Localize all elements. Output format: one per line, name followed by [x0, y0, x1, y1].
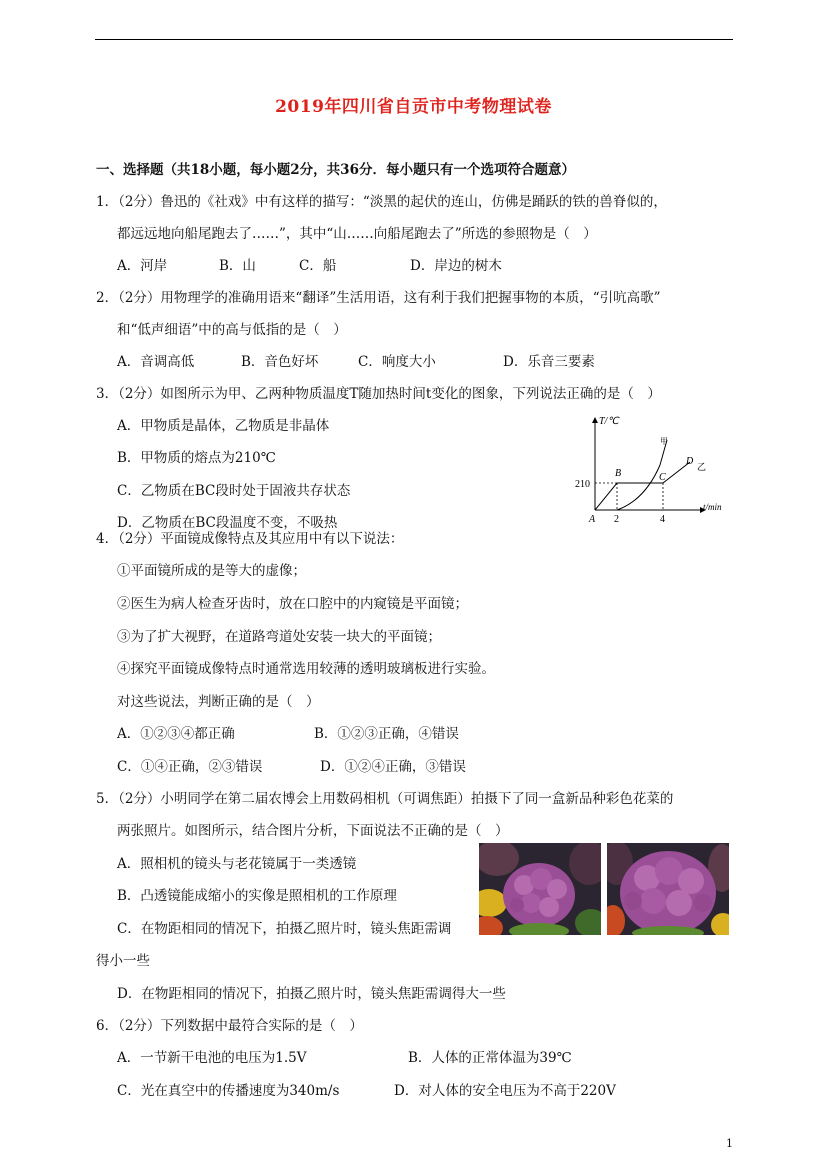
- q1-option-b: B．山: [219, 258, 256, 274]
- q4-option-b: B．①②③正确，④错误: [314, 726, 459, 742]
- q4-ask: 对这些说法，判断正确的是（ ）: [117, 694, 320, 710]
- q2-stem-line1: 2．（2分）用物理学的准确用语来“翻译”生活用语，这有利于我们把握事物的本质，“引吭高歌”: [96, 290, 661, 306]
- q5-stem-line1: 5．（2分）小明同学在第二届农博会上用数码相机（可调焦距）拍摄下了同一盒新品种彩色花菜的: [96, 791, 674, 807]
- q2-option-b: B．音色好坏: [241, 354, 319, 370]
- q3-option-b: B．甲物质的熔点为210℃: [117, 450, 276, 466]
- q6-stem: 6．（2分）下列数据中最符合实际的是（ ）: [96, 1018, 363, 1034]
- q6-option-b: B．人体的正常体温为39℃: [408, 1050, 572, 1066]
- q1-option-a: A．河岸: [117, 258, 168, 274]
- y-tick-210: 210: [575, 479, 590, 490]
- x-tick-2: 2: [614, 514, 619, 525]
- q6-option-c: C．光在真空中的传播速度为340m/s: [117, 1083, 340, 1099]
- q1-stem-line1: 1．（2分）鲁迅的《社戏》中有这样的描写：“淡黑的起伏的连山，仿佛是踊跃的铁的兽脊似的，: [96, 194, 667, 210]
- header-rule: [95, 39, 733, 40]
- q5-option-b: B．凸透镜能成缩小的实像是照相机的工作原理: [117, 888, 397, 904]
- point-d-label: D: [686, 456, 694, 467]
- q2-stem-line2: 和“低声细语”中的高与低指的是（ ）: [117, 322, 347, 338]
- q5-option-c-cont: 得小一些: [96, 953, 150, 969]
- q2-option-d: D．乐音三要素: [503, 354, 595, 370]
- q3-temperature-graph: [575, 410, 735, 530]
- q5-option-d: D．在物距相同的情况下，拍摄乙照片时，镜头焦距需调得大一些: [117, 986, 506, 1002]
- q4-option-a: A．①②③④都正确: [117, 726, 235, 742]
- q6-option-a: A．一节新干电池的电压为1.5V: [117, 1050, 307, 1066]
- q4-statement-4: ④探究平面镜成像特点时通常选用较薄的透明玻璃板进行实验。: [117, 661, 495, 677]
- q5-option-c: C．在物距相同的情况下，拍摄乙照片时，镜头焦距需调: [117, 921, 452, 937]
- q3-option-d: D．乙物质在BC段温度不变，不吸热: [117, 515, 338, 531]
- q1-option-c: C．船: [299, 258, 337, 274]
- q4-statement-3: ③为了扩大视野，在道路弯道处安装一块大的平面镜；: [117, 629, 441, 645]
- series-yi-label: 乙: [697, 463, 707, 473]
- photo-jia: [479, 843, 601, 935]
- q1-option-d: D．岸边的树木: [410, 258, 502, 274]
- q5-option-a: A．照相机的镜头与老花镜属于一类透镜: [117, 856, 357, 872]
- q4-option-d: D．①②④正确，③错误: [320, 759, 466, 775]
- point-a-label: A: [589, 514, 596, 525]
- q4-stem: 4．（2分）平面镜成像特点及其应用中有以下说法：: [96, 531, 404, 547]
- page-number: 1: [726, 1137, 733, 1150]
- photo-yi: [607, 843, 729, 935]
- y-axis-label: T/℃: [599, 416, 619, 427]
- x-tick-4: 4: [660, 514, 665, 525]
- section-heading: 一、选择题（共18小题，每小题2分，共36分．每小题只有一个选项符合题意）: [96, 162, 575, 178]
- series-jia-label: 甲: [660, 437, 668, 446]
- point-c-label: C: [659, 472, 666, 483]
- x-axis-label: t/min: [703, 502, 722, 512]
- q2-option-c: C．响度大小: [358, 354, 436, 370]
- q6-option-d: D．对人体的安全电压为不高于220V: [394, 1083, 616, 1099]
- q3-option-c: C．乙物质在BC段时处于固液共存状态: [117, 483, 351, 499]
- series-yi-line: [595, 462, 690, 510]
- point-b-label: B: [615, 468, 622, 479]
- q3-option-a: A．甲物质是晶体，乙物质是非晶体: [117, 418, 330, 434]
- q4-statement-2: ②医生为病人检查牙齿时，放在口腔中的内窥镜是平面镜；: [117, 596, 468, 612]
- q4-statement-1: ①平面镜所成的是等大的虚像；: [117, 563, 306, 579]
- q1-stem-line2: 都远远地向船尾跑去了……”，其中“山……向船尾跑去了”所选的参照物是（ ）: [117, 226, 597, 242]
- page-title: 2019年四川省自贡市中考物理试卷: [275, 97, 552, 117]
- q2-option-a: A．音调高低: [117, 354, 195, 370]
- q5-stem-line2: 两张照片。如图所示，结合图片分析，下面说法不正确的是（ ）: [117, 823, 509, 839]
- q4-option-c: C．①④正确，②③错误: [117, 759, 263, 775]
- q3-stem: 3．（2分）如图所示为甲、乙两种物质温度T随加热时间t变化的图象，下列说法正确的是（ ）: [96, 386, 661, 402]
